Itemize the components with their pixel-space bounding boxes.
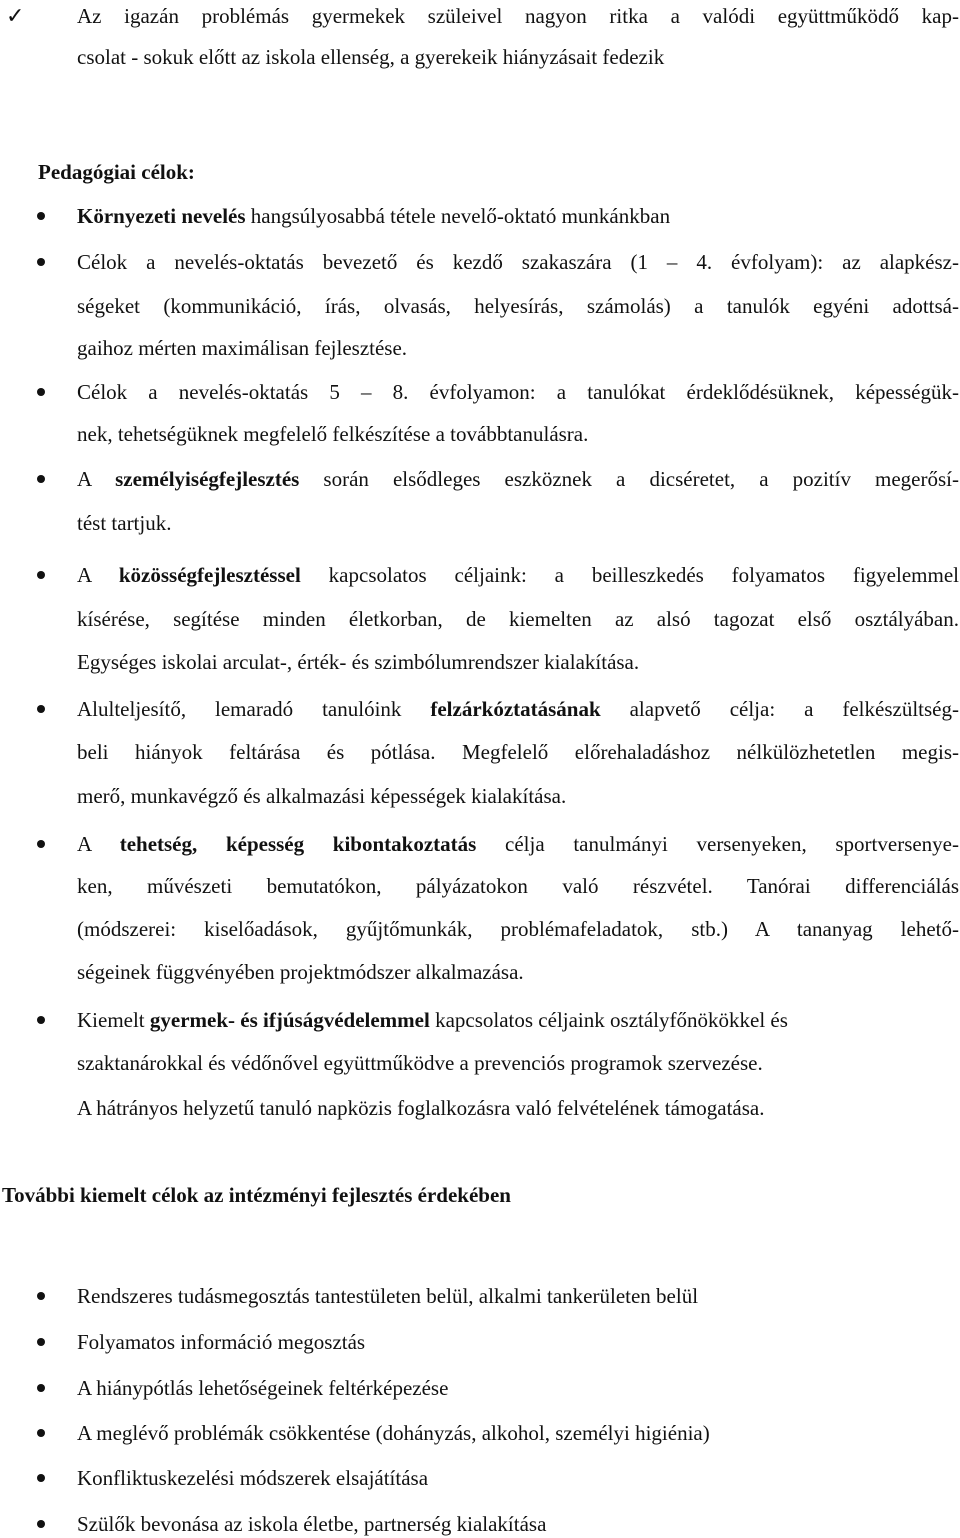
bullet-icon bbox=[37, 1338, 45, 1346]
bullet-icon bbox=[37, 388, 45, 396]
list-item: Célok a nevelés-oktatás bevezető és kezdő szakaszára (1 – 4. évfolyam): az alapkész- bbox=[77, 250, 959, 274]
bullet-icon bbox=[37, 840, 45, 848]
list-item: Alulteljesítő, lemaradó tanulóink felzárkóztatásának alapvető célja: a felkészültség- bbox=[77, 697, 959, 721]
bullet-icon bbox=[37, 258, 45, 266]
list-item: Rendszeres tudásmegosztás tantestületen belül, alkalmi tankerületen belül bbox=[77, 1284, 699, 1308]
list-item: Konfliktuskezelési módszerek elsajátítása bbox=[77, 1466, 429, 1490]
list-item-continuation: beli hiányok feltárása és pótlása. Megfelelő előrehaladáshoz nélkülözhetetlen megis- bbox=[77, 740, 959, 764]
list-item-continuation: gaihoz mérten maximálisan fejlesztése. bbox=[77, 336, 408, 360]
list-item: A hiánypótlás lehetőségeinek feltérképezése bbox=[77, 1376, 449, 1400]
list-item: Kiemelt gyermek- és ifjúságvédelemmel kapcsolatos céljaink osztályfőnökökkel és bbox=[77, 1008, 788, 1032]
list-item-continuation: A hátrányos helyzetű tanuló napközis foglalkozásra való felvételének támogatása. bbox=[77, 1096, 765, 1120]
list-item-continuation: Egységes iskolai arculat-, érték- és szimbólumrendszer kialakítása. bbox=[77, 650, 640, 674]
bullet-icon bbox=[37, 571, 45, 579]
list-item: A meglévő problémák csökkentése (dohányzás, alkohol, személyi higiénia) bbox=[77, 1421, 710, 1445]
intro-line: csolat - sokuk előtt az iskola ellenség, a gyerekeik hiányzásait fedezik bbox=[77, 45, 665, 69]
list-item: A tehetség, képesség kibontakoztatás célja tanulmányi versenyeken, sportversenye- bbox=[77, 832, 959, 856]
intro-line: Az igazán problémás gyermekek szüleivel nagyon ritka a valódi együttműködő kap- bbox=[77, 4, 959, 28]
list-item-continuation: kísérése, segítése minden életkorban, de kiemelten az alsó tagozat első osztályában. bbox=[77, 607, 959, 631]
bullet-icon bbox=[37, 1292, 45, 1300]
list-item-continuation: nek, tehetségüknek megfelelő felkészítése a továbbtanulásra. bbox=[77, 422, 589, 446]
list-item-continuation: ségeket (kommunikáció, írás, olvasás, helyesírás, számolás) a tanulók egyéni adottsá- bbox=[77, 294, 959, 318]
section-heading-pedagogical-goals: Pedagógiai célok: bbox=[38, 160, 195, 184]
bullet-icon bbox=[37, 1520, 45, 1528]
bullet-icon bbox=[37, 705, 45, 713]
checkmark-icon: ✓ bbox=[6, 3, 25, 28]
list-item: Célok a nevelés-oktatás 5 – 8. évfolyamon: a tanulókat érdeklődésüknek, képességük- bbox=[77, 380, 959, 404]
list-item: Szülők bevonása az iskola életbe, partnerség kialakítása bbox=[77, 1512, 547, 1536]
section-heading-further-goals: További kiemelt célok az intézményi fejlesztés érdekében bbox=[2, 1183, 511, 1207]
list-item-continuation: tést tartjuk. bbox=[77, 511, 172, 535]
bullet-icon bbox=[37, 1474, 45, 1482]
list-item: A személyiségfejlesztés során elsődleges eszköznek a dicséretet, a pozitív megerősí- bbox=[77, 467, 959, 491]
bullet-icon bbox=[37, 475, 45, 483]
bullet-icon bbox=[37, 1016, 45, 1024]
list-item-continuation: szaktanárokkal és védőnővel együttműködve a prevenciós programok szervezése. bbox=[77, 1051, 763, 1075]
list-item: Folyamatos információ megosztás bbox=[77, 1330, 366, 1354]
bullet-icon bbox=[37, 1429, 45, 1437]
bullet-icon bbox=[37, 1384, 45, 1392]
list-item-continuation: ken, művészeti bemutatókon, pályázatokon való részvétel. Tanórai differenciálás bbox=[77, 874, 959, 898]
list-item-continuation: (módszerei: kiselőadások, gyűjtőmunkák, problémafeladatok, stb.) A tananyag lehető- bbox=[77, 917, 959, 941]
bullet-icon bbox=[37, 212, 45, 220]
list-item: A közösségfejlesztéssel kapcsolatos céljaink: a beilleszkedés folyamatos figyelemmel bbox=[77, 563, 959, 587]
list-item-continuation: merő, munkavégző és alkalmazási képességek kialakítása. bbox=[77, 784, 567, 808]
list-item-continuation: ségeinek függvényében projektmódszer alkalmazása. bbox=[77, 960, 524, 984]
list-item: Környezeti nevelés hangsúlyosabbá tétele nevelő-oktató munkánkban bbox=[77, 204, 671, 228]
